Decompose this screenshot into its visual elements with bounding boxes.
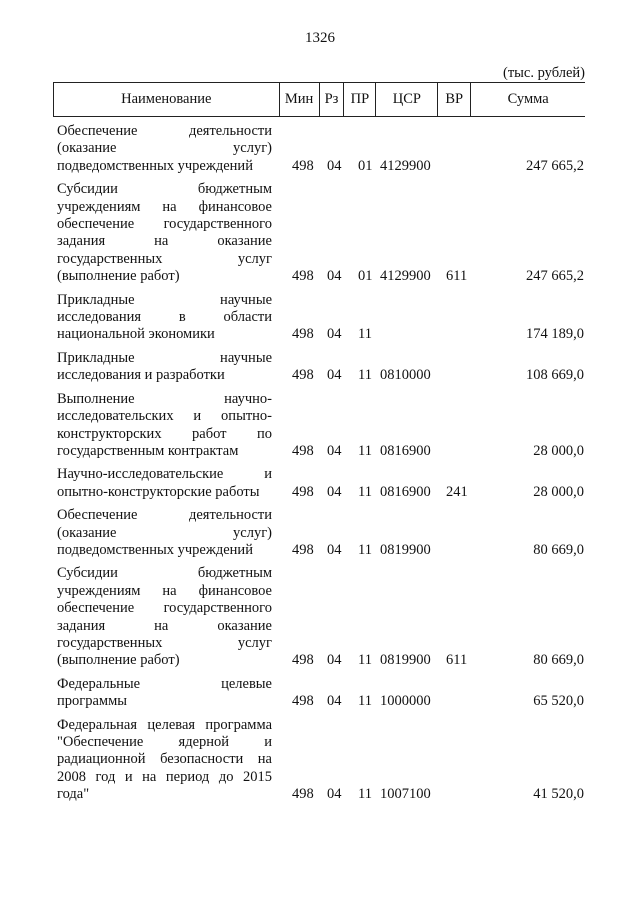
cell-min: 498 bbox=[292, 693, 314, 710]
table-row bbox=[0, 717, 640, 804]
row-name-line: обеспечение государственного bbox=[57, 600, 272, 617]
row-name bbox=[57, 292, 272, 344]
cell-min: 498 bbox=[292, 442, 314, 459]
row-name-line: задания на оказание bbox=[57, 617, 272, 634]
row-name-line: (выполнение работ) bbox=[57, 268, 180, 285]
row-name-line: 2008 год и на период до 2015 bbox=[57, 768, 272, 785]
row-name-line: Прикладные научные bbox=[57, 349, 272, 366]
cell-min: 498 bbox=[292, 483, 314, 500]
row-name-line: исследования и разработки bbox=[57, 367, 225, 384]
row-name-line: (оказание услуг) bbox=[57, 524, 272, 541]
row-name-line: года" bbox=[57, 786, 90, 803]
row-name-line: (оказание услуг) bbox=[57, 140, 272, 157]
cell-sum: 65 520,0 bbox=[533, 693, 584, 710]
cell-csr: 4129900 bbox=[380, 268, 431, 285]
row-name-line: подведомственных учреждений bbox=[57, 541, 253, 558]
cell-rz: 04 bbox=[327, 326, 342, 343]
cell-sum: 80 669,0 bbox=[533, 541, 584, 558]
row-name-line: Субсидии бюджетным bbox=[57, 565, 272, 582]
row-name-line: учреждениям на финансовое bbox=[57, 582, 272, 599]
table-row bbox=[0, 350, 640, 385]
cell-csr: 4129900 bbox=[380, 157, 431, 174]
cell-min: 498 bbox=[292, 652, 314, 669]
cell-rz: 04 bbox=[327, 483, 342, 500]
cell-rz: 04 bbox=[327, 541, 342, 558]
header-pr: ПР bbox=[344, 83, 376, 116]
row-name-line: подведомственных учреждений bbox=[57, 157, 253, 174]
header-csr: ЦСР bbox=[376, 83, 438, 116]
cell-vr: 611 bbox=[446, 268, 468, 285]
cell-vr: 611 bbox=[446, 652, 468, 669]
table-row bbox=[0, 123, 640, 175]
cell-min: 498 bbox=[292, 157, 314, 174]
row-name bbox=[57, 717, 272, 804]
cell-sum: 247 665,2 bbox=[526, 268, 584, 285]
table-body bbox=[0, 123, 640, 810]
cell-csr: 0816900 bbox=[380, 483, 431, 500]
row-name-line: программы bbox=[57, 693, 127, 710]
cell-rz: 04 bbox=[327, 367, 342, 384]
header-min: Мин bbox=[280, 83, 320, 116]
cell-pr: 11 bbox=[358, 367, 372, 384]
table-row bbox=[0, 466, 640, 501]
row-name-line: Прикладные научные bbox=[57, 291, 272, 308]
row-name bbox=[57, 181, 272, 285]
table-row bbox=[0, 565, 640, 669]
cell-pr: 11 bbox=[358, 786, 372, 803]
cell-csr: 1000000 bbox=[380, 693, 431, 710]
cell-min: 498 bbox=[292, 367, 314, 384]
cell-rz: 04 bbox=[327, 157, 342, 174]
units-label: (тыс. рублей) bbox=[503, 65, 585, 81]
cell-min: 498 bbox=[292, 541, 314, 558]
cell-sum: 80 669,0 bbox=[533, 652, 584, 669]
row-name-line: исследования в области bbox=[57, 309, 272, 326]
row-name-line: конструкторских работ по bbox=[57, 425, 272, 442]
cell-rz: 04 bbox=[327, 652, 342, 669]
cell-vr: 241 bbox=[446, 483, 468, 500]
header-vr: ВР bbox=[438, 83, 471, 116]
table-row bbox=[0, 507, 640, 559]
cell-csr: 0819900 bbox=[380, 541, 431, 558]
cell-csr: 0816900 bbox=[380, 442, 431, 459]
row-name bbox=[57, 565, 272, 669]
cell-pr: 01 bbox=[358, 268, 373, 285]
cell-sum: 28 000,0 bbox=[533, 483, 584, 500]
cell-rz: 04 bbox=[327, 442, 342, 459]
row-name-line: национальной экономики bbox=[57, 326, 215, 343]
row-name-line: Федеральные целевые bbox=[57, 675, 272, 692]
table-row bbox=[0, 391, 640, 461]
cell-min: 498 bbox=[292, 268, 314, 285]
table-row bbox=[0, 676, 640, 711]
row-name-line: Обеспечение деятельности bbox=[57, 507, 272, 524]
cell-rz: 04 bbox=[327, 693, 342, 710]
cell-pr: 11 bbox=[358, 442, 372, 459]
cell-pr: 11 bbox=[358, 326, 372, 343]
row-name bbox=[57, 676, 272, 711]
cell-pr: 11 bbox=[358, 483, 372, 500]
header-sum: Сумма bbox=[507, 91, 549, 107]
cell-csr: 1007100 bbox=[380, 786, 431, 803]
row-name-line: Федеральная целевая программа bbox=[57, 716, 272, 733]
cell-rz: 04 bbox=[327, 268, 342, 285]
row-name-line: задания на оказание bbox=[57, 233, 272, 250]
cell-sum: 41 520,0 bbox=[533, 786, 584, 803]
row-name bbox=[57, 507, 272, 559]
row-name bbox=[57, 391, 272, 461]
cell-sum: 108 669,0 bbox=[526, 367, 584, 384]
page-number: 1326 bbox=[305, 30, 335, 46]
cell-sum: 174 189,0 bbox=[526, 326, 584, 343]
row-name-line: государственных услуг bbox=[57, 634, 272, 651]
cell-pr: 11 bbox=[358, 652, 372, 669]
cell-pr: 11 bbox=[358, 541, 372, 558]
row-name-line: обеспечение государственного bbox=[57, 216, 272, 233]
cell-sum: 247 665,2 bbox=[526, 157, 584, 174]
cell-sum: 28 000,0 bbox=[533, 442, 584, 459]
row-name-line: радиационной безопасности на bbox=[57, 751, 272, 768]
row-name-line: государственных услуг bbox=[57, 250, 272, 267]
row-name-line: "Обеспечение ядерной и bbox=[57, 734, 272, 750]
cell-csr: 0810000 bbox=[380, 367, 431, 384]
row-name-line: Субсидии бюджетным bbox=[57, 181, 272, 198]
row-name-line: государственным контрактам bbox=[57, 442, 239, 459]
row-name bbox=[57, 123, 272, 175]
header-rz: Рз bbox=[320, 83, 345, 116]
cell-pr: 11 bbox=[358, 693, 372, 710]
row-name bbox=[57, 350, 272, 385]
row-name-line: опытно-конструкторские работы bbox=[57, 483, 260, 500]
row-name-line: Научно-исследовательские и bbox=[57, 466, 272, 483]
header-name: Наименование bbox=[54, 83, 280, 116]
table-row bbox=[0, 292, 640, 344]
cell-pr: 01 bbox=[358, 157, 373, 174]
table-header bbox=[53, 82, 585, 117]
row-name-line: Обеспечение деятельности bbox=[57, 123, 272, 139]
row-name-line: Выполнение научно- bbox=[57, 390, 272, 407]
row-name bbox=[57, 466, 272, 501]
row-name-line: (выполнение работ) bbox=[57, 652, 180, 669]
table-row bbox=[0, 181, 640, 285]
row-name-line: исследовательских и опытно- bbox=[57, 408, 272, 425]
cell-min: 498 bbox=[292, 326, 314, 343]
cell-rz: 04 bbox=[327, 786, 342, 803]
row-name-line: учреждениям на финансовое bbox=[57, 198, 272, 215]
cell-min: 498 bbox=[292, 786, 314, 803]
cell-csr: 0819900 bbox=[380, 652, 431, 669]
